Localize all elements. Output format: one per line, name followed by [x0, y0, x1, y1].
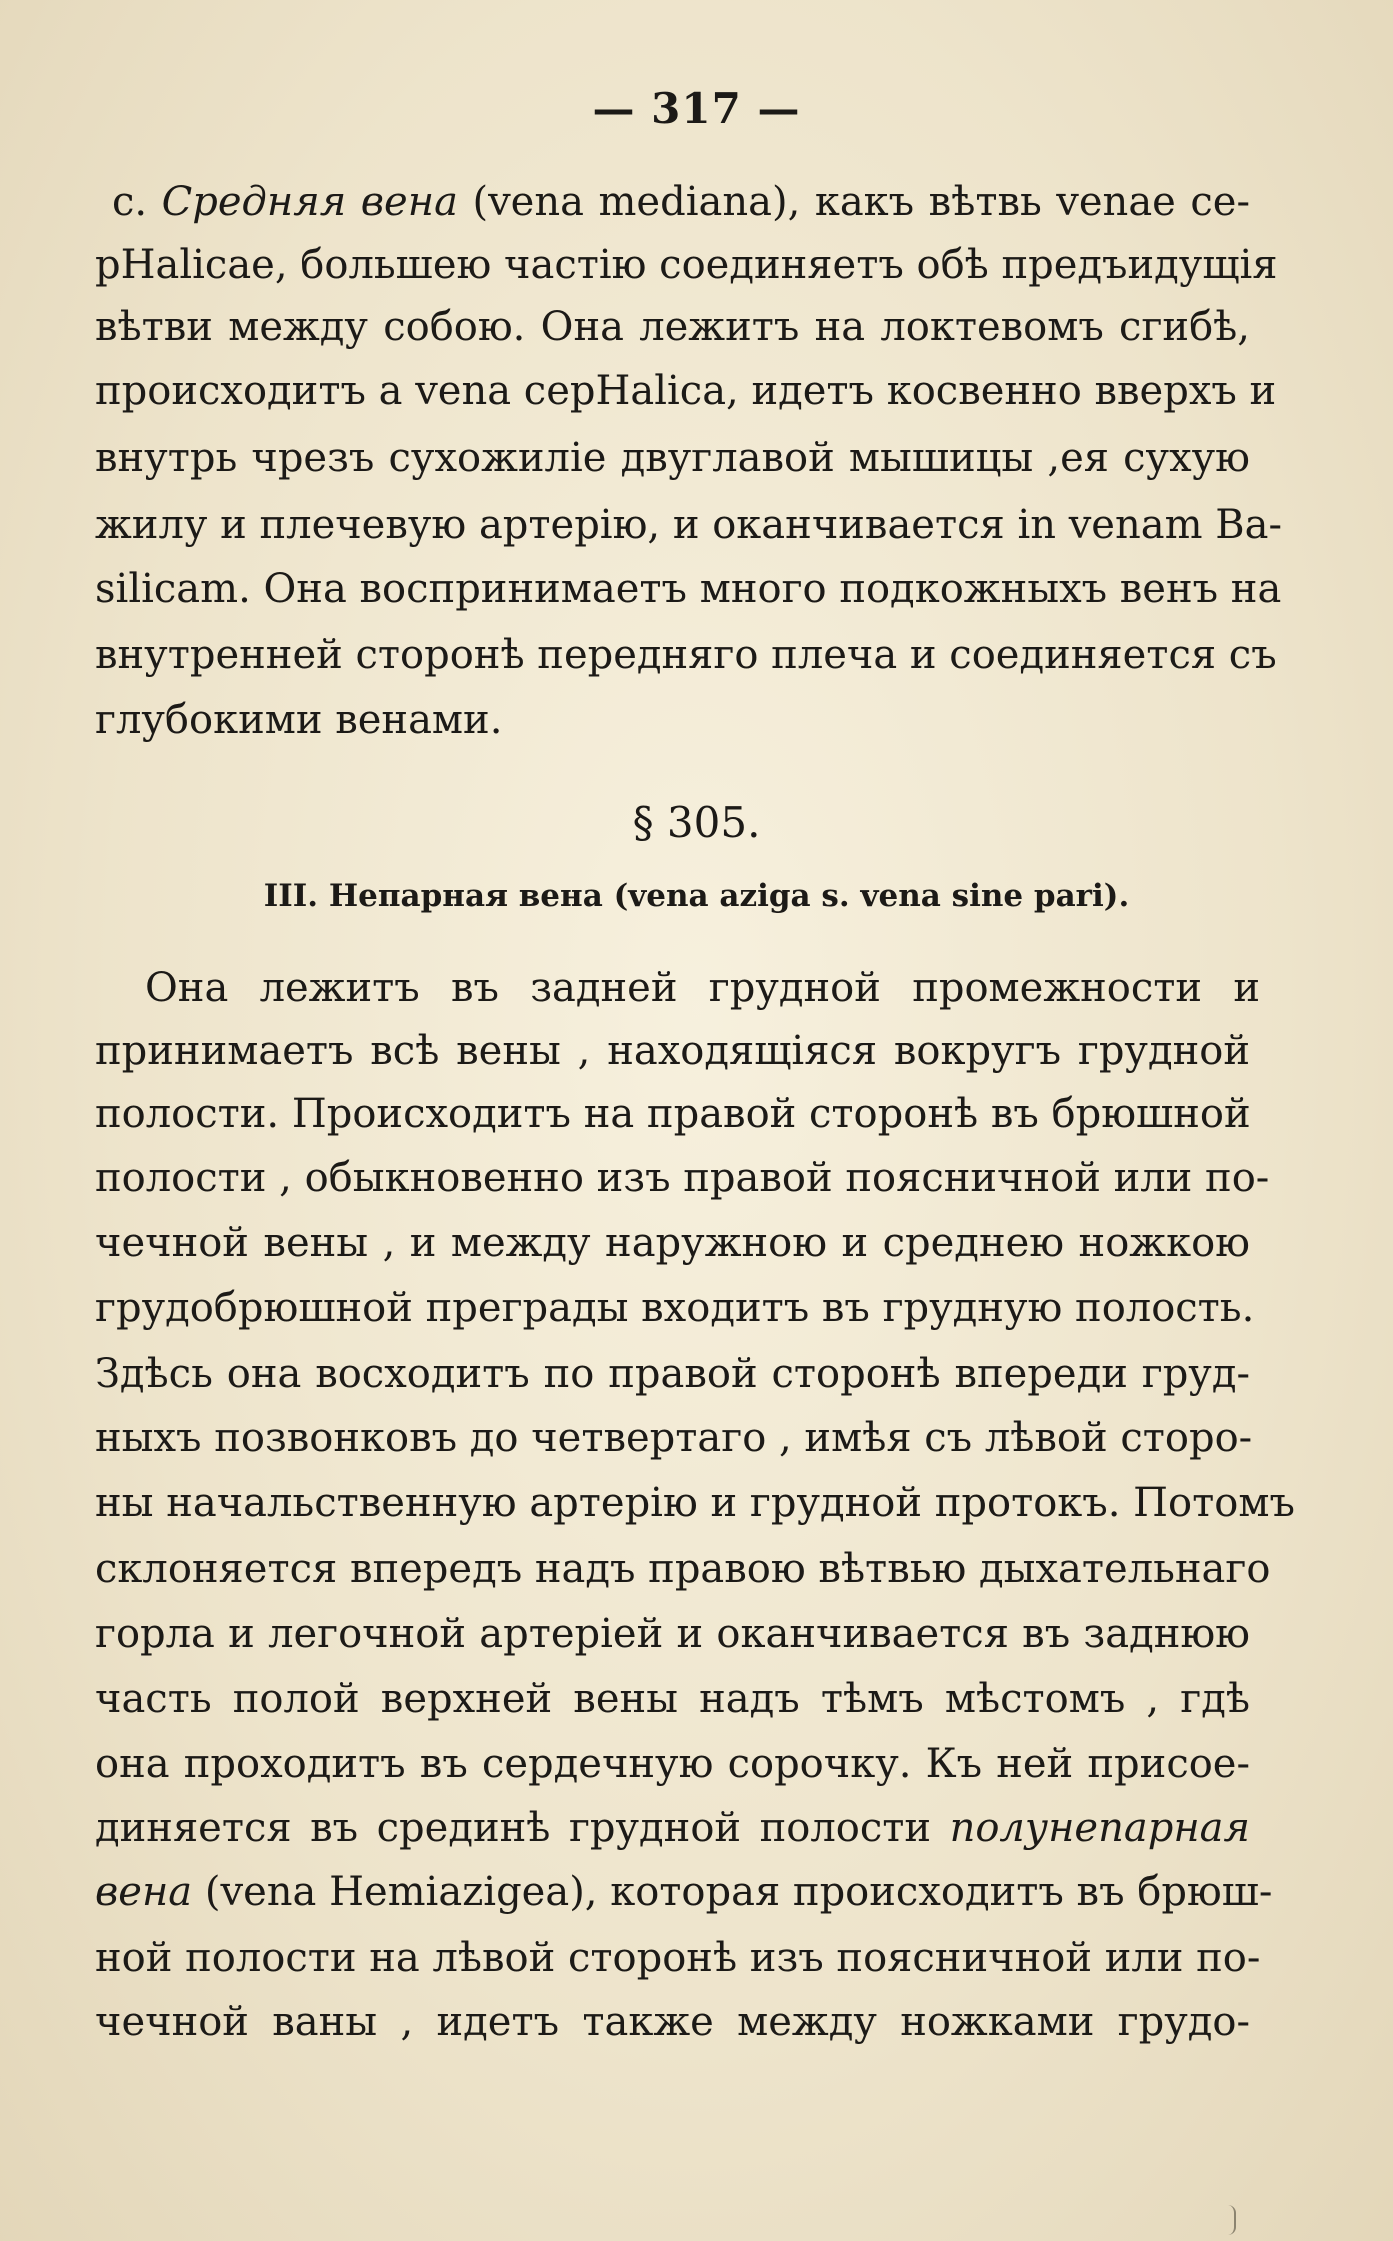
italic-term: вена: [95, 1869, 193, 1915]
text-line: silicam. Она воспринимаетъ много подкожныхъ венъ на: [95, 566, 1282, 612]
text-line: полости , обыкновенно изъ правой поясничной или по-: [95, 1155, 1270, 1201]
text-line: pHalicae, большею частію соединяетъ обѣ предъидущія: [95, 242, 1278, 288]
text-line: жилу и плечевую артерію, и оканчивается in venam Ba-: [95, 502, 1282, 548]
italic-term: полунепарная: [949, 1805, 1250, 1851]
text-line: внутренней сторонѣ передняго плеча и соединяется съ: [95, 632, 1277, 678]
section-title: III. Непарная вена (vena aziga s. vena sine pari).: [263, 878, 1130, 914]
page-number: — 317 —: [592, 84, 801, 133]
text-line: ной полости на лѣвой сторонѣ изъ поясничной или по-: [95, 1935, 1261, 1981]
text-line: чечной ваны , идетъ также между ножками грудо-: [95, 1999, 1250, 2045]
text-line: горла и легочной артеріей и оканчивается въ заднюю: [95, 1611, 1250, 1657]
text-line: часть полой верхней вены надъ тѣмъ мѣстомъ , гдѣ: [95, 1676, 1250, 1722]
text-line: вена (vena Hemiazigea), которая происходитъ въ брюш-: [95, 1869, 1273, 1915]
text-line: она проходитъ въ сердечную сорочку. Къ ней присое-: [95, 1741, 1250, 1787]
text-line: принимаетъ всѣ вены , находящіяся вокругъ грудной: [95, 1028, 1250, 1074]
text-line: c. Средняя вена (vena mediana), какъ вѣтвь venae ce-: [112, 179, 1250, 225]
italic-term: Средняя вена: [161, 179, 458, 225]
text-line: ны начальственную артерію и грудной протокъ. Потомъ: [95, 1480, 1295, 1526]
text-line: диняется въ срединѣ грудной полости полунепарная: [95, 1805, 1250, 1851]
page-edge-mark: [1228, 2205, 1236, 2235]
text-line: вѣтви между собою. Она лежитъ на локтевомъ сгибѣ,: [95, 304, 1250, 350]
text-line: склоняется впередъ надъ правою вѣтвью дыхательнаго: [95, 1546, 1271, 1592]
text-line: чечной вены , и между наружною и среднею ножкою: [95, 1220, 1250, 1266]
section-number: § 305.: [632, 798, 761, 847]
text-line: грудобрюшной преграды входитъ въ грудную полость.: [95, 1285, 1255, 1331]
text-line: полости. Происходитъ на правой сторонѣ въ брюшной: [95, 1091, 1251, 1137]
text-line: ныхъ позвонковъ до четвертаго , имѣя съ лѣвой сторо-: [95, 1415, 1253, 1461]
text-line: происходитъ а vena cepHalica, идетъ косвенно вверхъ и: [95, 368, 1277, 414]
text-line: Она лежитъ въ задней грудной промежности и: [145, 965, 1260, 1011]
text-line: внутрь чрезъ сухожиліе двуглавой мышицы ,ея сухую: [95, 435, 1250, 481]
text-line: Здѣсь она восходитъ по правой сторонѣ впереди груд-: [95, 1351, 1250, 1397]
text-line: глубокими венами.: [95, 697, 503, 743]
